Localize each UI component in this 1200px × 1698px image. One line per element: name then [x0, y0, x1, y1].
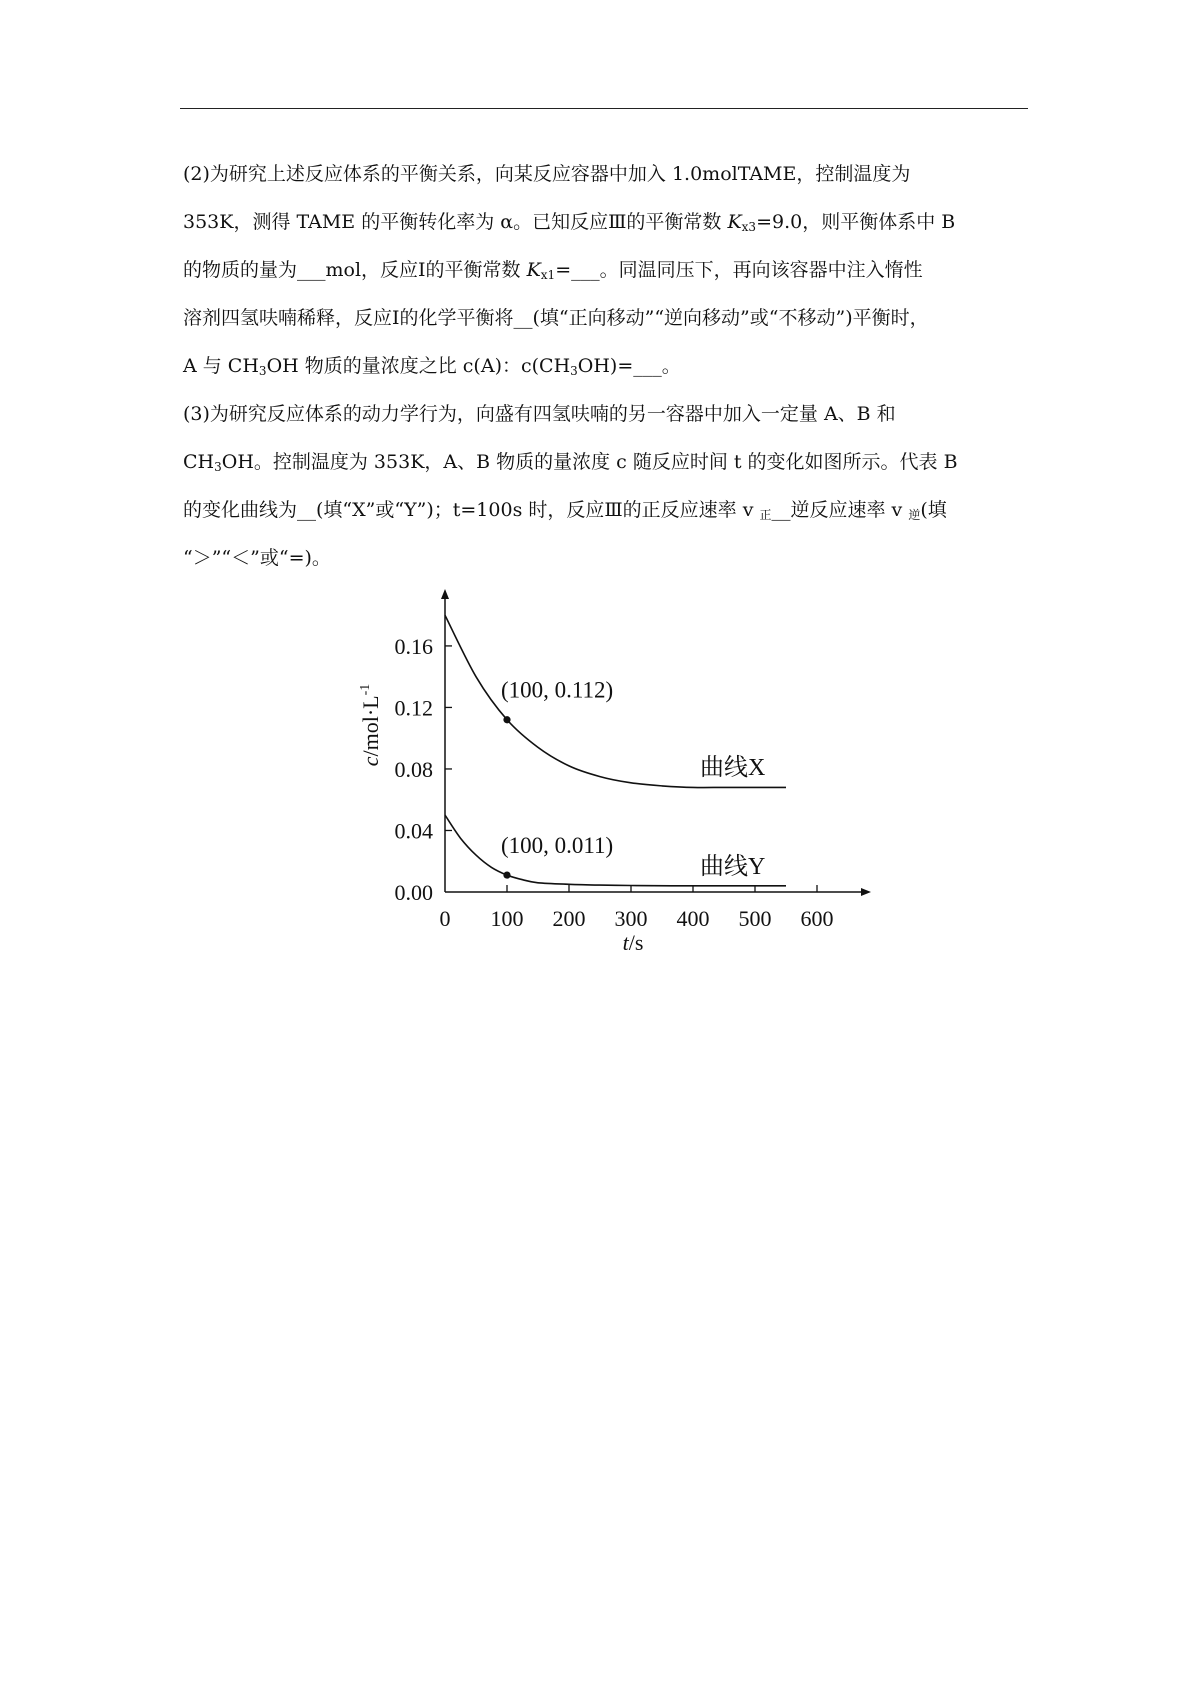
q2-line-2-text-a: 353K，测得 TAME 的平衡转化率为 α。已知反应Ⅲ的平衡常数: [183, 211, 728, 233]
kx1-subscript: x1: [540, 268, 556, 282]
annotation-label: (100, 0.112): [501, 677, 614, 703]
y-tick-label: 0.04: [394, 818, 433, 844]
q2-line-3-text-b: =___。同温同压下，再向该容器中注入惰性: [555, 259, 923, 281]
ch3-subscript: 3: [258, 364, 267, 378]
q3-line-1-text: (3)为研究反应体系的动力学行为，向盛有四氢呋喃的另一容器中加入一定量 A、B 和: [183, 403, 896, 425]
x-tick-label: 600: [800, 906, 834, 931]
q2-line-2-text-b: =9.0，则平衡体系中 B: [756, 211, 956, 233]
y-tick-label: 0.08: [394, 756, 433, 782]
q2-line-5-text-c: OH)=___。: [577, 355, 681, 377]
kx1-symbol: K: [526, 259, 541, 281]
ch3-subscript-2: 3: [570, 364, 578, 378]
q2-line-5-text-b: OH 物质的量浓度之比 c(A)：c(CH: [266, 355, 571, 377]
y-tick-label: 0.00: [394, 880, 433, 905]
v-forward-subscript: 正: [759, 508, 772, 522]
annotation-point: [503, 716, 510, 723]
ch3-subscript-3: 3: [214, 460, 222, 474]
chart-annotations: [501, 678, 613, 879]
y-axis-var: c: [358, 756, 383, 767]
y-axis-unit: /mol·L: [358, 695, 383, 757]
x-tick-label: 0: [439, 906, 451, 931]
x-tick-label: 500: [738, 906, 772, 931]
x-axis-unit: /s: [628, 930, 644, 955]
q3-line-3-text-b: __逆反应速率 v: [771, 499, 909, 521]
x-axis-var: t: [622, 930, 629, 955]
annotation-label: (100, 0.011): [501, 833, 614, 859]
q2-line-1-text: (2)为研究上述反应体系的平衡关系，向某反应容器中加入 1.0molTAME，控制温度为: [183, 163, 911, 185]
q2-line-4-text: 溶剂四氢呋喃稀释，反应Ⅰ的化学平衡将__(填“正向移动”“逆向移动”或“不移动”)平衡时，: [183, 307, 929, 329]
curve-x-label: 曲线X: [700, 755, 766, 781]
x-tick-label: 100: [490, 906, 524, 931]
x-tick-label: 200: [552, 906, 586, 931]
v-reverse-subscript: 逆: [908, 508, 921, 522]
x-axis-label: [623, 930, 644, 955]
y-axis-label: [358, 684, 383, 767]
q3-line-3-text-c: (填: [920, 499, 947, 521]
q3-line-4-text: “＞”“＜”或“=)。: [183, 547, 331, 569]
annotation-point: [503, 871, 510, 878]
y-axis-exponent: -1: [358, 683, 373, 696]
kx3-subscript: x3: [741, 220, 757, 234]
y-tick-label: 0.16: [394, 633, 433, 659]
q3-line-2-text-b: OH。控制温度为 353K，A、B 物质的量浓度 c 随反应时间 t 的变化如图所示。代表 B: [221, 451, 958, 473]
curve-y-label: 曲线Y: [700, 854, 766, 880]
x-tick-label: 300: [614, 906, 648, 931]
q3-line-2-text-a: CH: [183, 451, 215, 473]
q2-line-3-text-a: 的物质的量为___mol，反应Ⅰ的平衡常数: [183, 259, 527, 281]
q3-line-3-text-a: 的变化曲线为__(填“X”或“Y”)；t=100s 时，反应Ⅲ的正反应速率 v: [183, 499, 760, 521]
y-tick-label: 0.12: [394, 695, 433, 721]
x-tick-label: 400: [676, 906, 710, 931]
kx3-symbol: K: [727, 211, 742, 233]
q2-line-5-text-a: A 与 CH: [183, 355, 259, 377]
chart-curves: [445, 615, 786, 886]
